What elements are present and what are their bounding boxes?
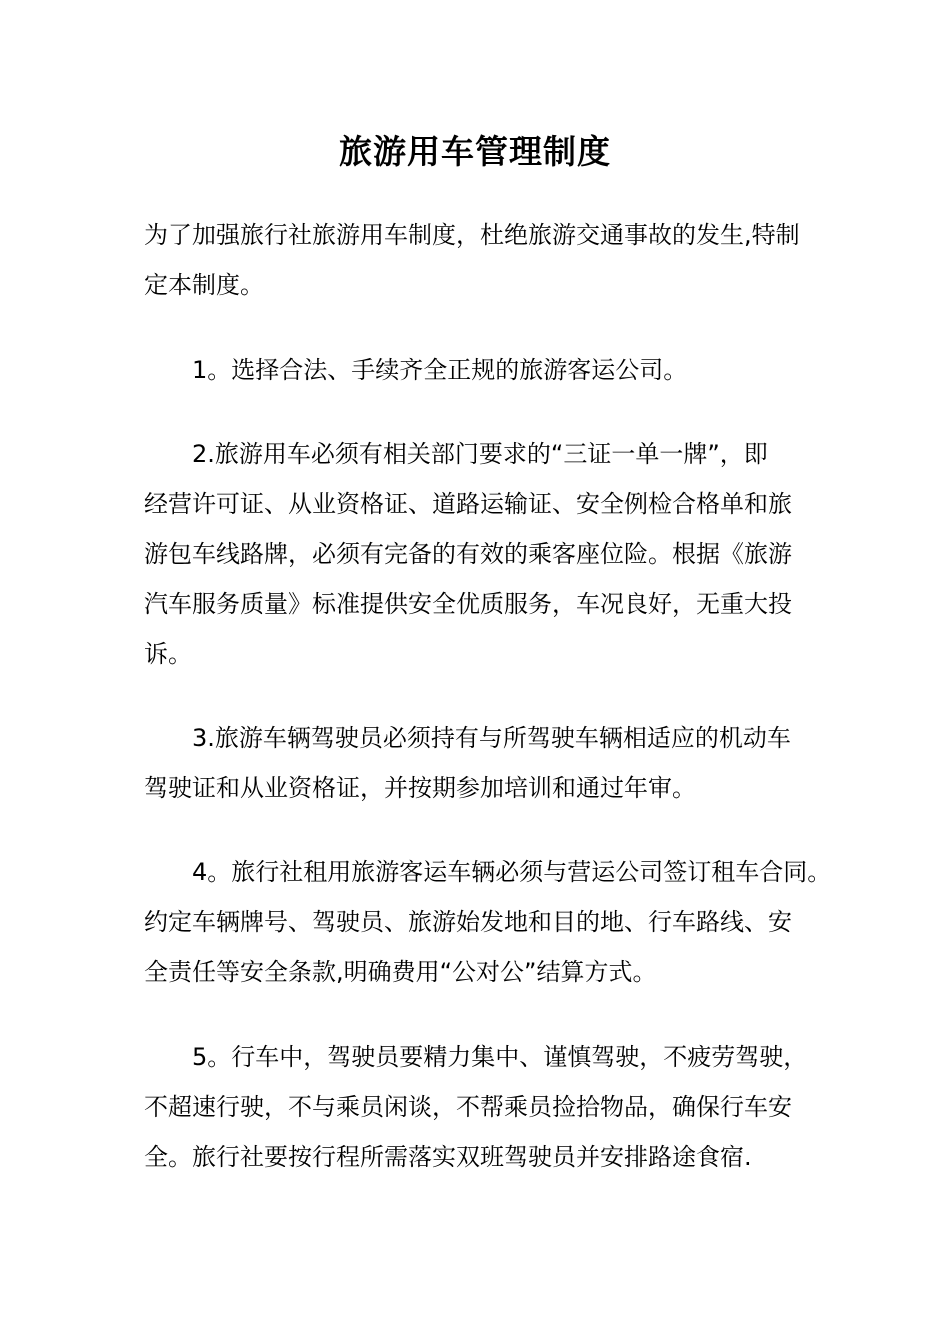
clause-line: 1。选择合法、手续齐全正规的旅游客运公司。 xyxy=(192,356,688,384)
clause-line: 游包车线路牌，必须有完备的有效的乘客座位险。根据《旅游 xyxy=(144,540,792,568)
clause-line: 4。旅行社租用旅游客运车辆必须与营运公司签订租车合同。 xyxy=(192,858,832,886)
clause-line: 驾驶证和从业资格证，并按期参加培训和通过年审。 xyxy=(144,774,696,802)
clause-line: 汽车服务质量》标准提供安全优质服务，车况良好，无重大投 xyxy=(144,590,792,618)
clause-line: 诉。 xyxy=(144,640,192,668)
clause-line: 不超速行驶，不与乘员闲谈，不帮乘员捡拾物品，确保行车安 xyxy=(144,1093,792,1121)
intro-line: 定本制度。 xyxy=(144,271,264,299)
document-title: 旅游用车管理制度 xyxy=(339,132,611,171)
clause-line: 全责任等安全条款,明确费用“公对公”结算方式。 xyxy=(144,958,657,986)
clause-line: 约定车辆牌号、驾驶员、旅游始发地和目的地、行车路线、安 xyxy=(144,908,792,936)
clause-line: 3.旅游车辆驾驶员必须持有与所驾驶车辆相适应的机动车 xyxy=(192,724,791,752)
clause-line: 5。行车中，驾驶员要精力集中、谨慎驾驶，不疲劳驾驶， xyxy=(192,1043,808,1071)
intro-line: 为了加强旅行社旅游用车制度，杜绝旅游交通事故的发生,特制 xyxy=(144,221,800,249)
clause-line: 经营许可证、从业资格证、道路运输证、安全例检合格单和旅 xyxy=(144,490,792,518)
clause-line: 全。旅行社要按行程所需落实双班驾驶员并安排路途食宿. xyxy=(144,1143,752,1171)
clause-line: 2.旅游用车必须有相关部门要求的“三证一单一牌”，即 xyxy=(192,440,768,468)
